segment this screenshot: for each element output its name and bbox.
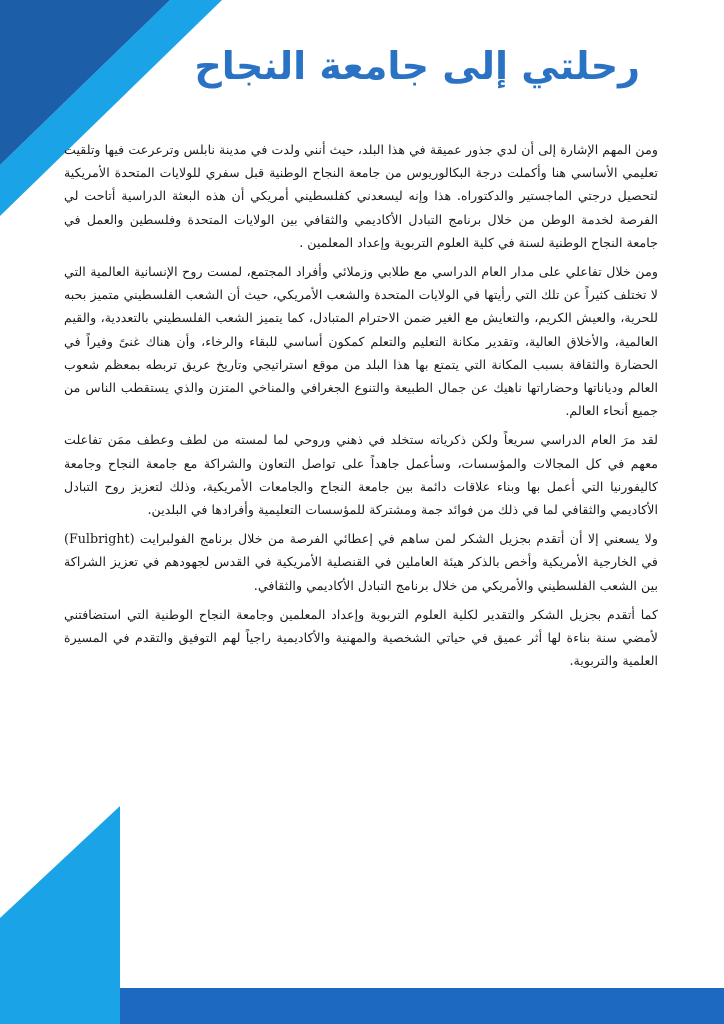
bottom-bar	[120, 988, 724, 1024]
page-title: رحلتي إلى جامعة النجاح	[194, 44, 640, 88]
paragraph-4: ولا يسعني إلا أن أتقدم بجزيل الشكر لمن ساهم في إعطائي الفرصة من خلال برنامج الفولبرايت (Fulbright) في الخارجية الأمريكية وأخص بالذكر هيئة العاملين في القنصلية الأمريكية في القدس لجهودهم في تعزيز الشراكة بين الشعب الفلسطيني والأمريكي من خلال برنامج التبادل الأكاديمي والثقافي.	[64, 531, 658, 593]
bottom-left-light-triangle	[0, 806, 120, 1024]
paragraph-5: كما أتقدم بجزيل الشكر والتقدير لكلية العلوم التربوية وإعداد المعلمين وجامعة النجاح الوطنية التي استضافتني لأمضي سنة بناءة لها أثر عميق في حياتي الشخصية والمهنية والأكاديمية راجياً لهم التوفيق والتقدم في المسيرة العلمية والتربوية.	[64, 606, 658, 669]
article-body	[64, 138, 658, 678]
paragraph-2: ومن خلال تفاعلي على مدار العام الدراسي مع طلابي وزملائي وأفراد المجتمع، لمست روح الإنسانية العالمية التي لا تختلف كثيراً عن تلك التي رأيتها في الولايات المتحدة والشعب الأمريكي، حيث أن الشعب الفلسطيني متميز بحبه للحرية، والعيش الكريم، والتعايش مع الغير ضمن الاحترام المتبادل، كما يتميز الشعب الفلسطيني بالتعددية، والقيم العالمية، والأخلاق العالية، وتقدير مكانة التعليم والتعلم كمكون أساسي للبقاء والرخاء، وأن هناك غنىً وفيراً في الحضارة والثقافة بسبب المكانة التي يتمتع بها هذا البلد من موقع استراتيجي وتاريخ عريق تربطه بمعظم شعوب العالم ودياناتها وحضاراتها ناهيك عن جمال الطبيعة والتنوع الجغرافي والمناخي المتزن والذي يستقطب الناس من جميع أنحاء العالم.	[64, 264, 658, 419]
paragraph-3: لقد مرَ العام الدراسي سريعاً ولكن ذكرياته ستخلد في ذهني وروحي لما لمسته من لطف وعطف ممَن تفاعلت معهم في كل المجالات والمؤسسات، وسأعمل جاهداً على تواصل التعاون والشراكة مع جامعة النجاح وجامعة كاليفورنيا التي أعمل بها وبناء علاقات دائمة بين جامعة النجاح والجامعات الأمريكية، وذلك لتعزيز روح التبادل الأكاديمي والثقافي لما في ذلك من فوائد جمة ومشتركة للمؤسسات التعليمية وأفرادها في البلدين.	[64, 432, 658, 518]
paragraph-1: ومن المهم الإشارة إلى أن لدي جذور عميقة في هذا البلد، حيث أنني ولدت في مدينة نابلس وترعرعت فيها وتلقيت تعليمي الأساسي هنا وأكملت درجة البكالوريوس من جامعة النجاح الوطنية قبل سفري للولايات المتحدة الأمريكية لتحصيل درجتي الماجستير والدكتوراه. هذا وإنه ليسعدني كفلسطيني أمريكي أن هذه البعثة الدراسية أتاحت لي الفرصة لخدمة الوطن من خلال برنامج التبادل الأكاديمي والثقافي بين الولايات المتحدة وفلسطين والعمل في جامعة النجاح الوطنية لسنة في كلية العلوم التربوية وإعداد المعلمين .	[64, 142, 658, 250]
